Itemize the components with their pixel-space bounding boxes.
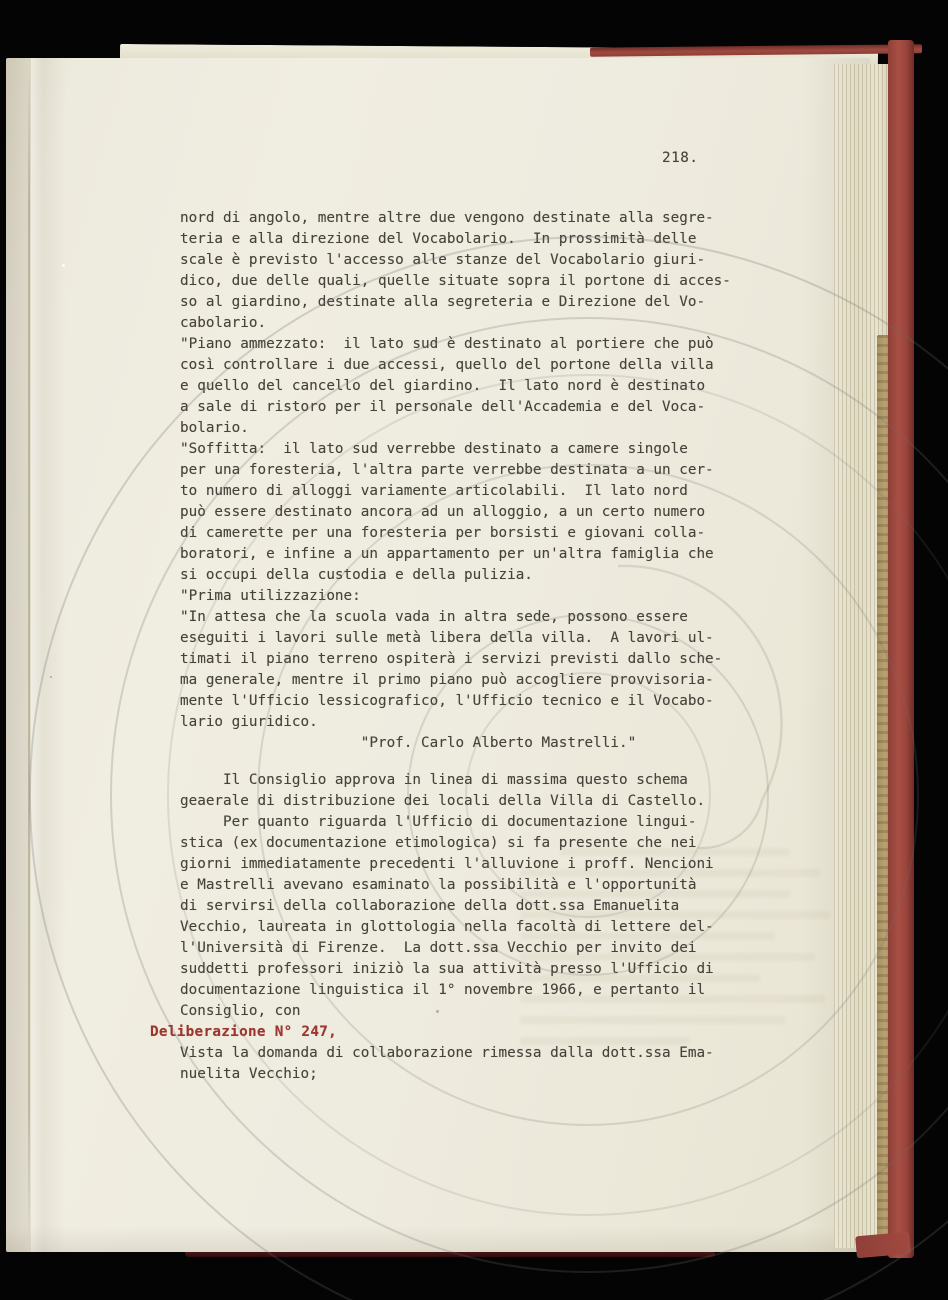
- text-line: cabolario.: [180, 315, 267, 331]
- text-line: bolario.: [180, 420, 249, 436]
- text-line: documentazione linguistica il 1° novembre 1966, e pertanto il: [180, 982, 706, 998]
- text-line: boratori, e infine a un appartamento per un'altra famiglia che: [180, 546, 714, 562]
- text-line: Vecchio, laureata in glottologia nella facoltà di lettere del-: [180, 919, 714, 935]
- text-line: di camerette per una foresteria per borsisti e giovani colla-: [180, 525, 706, 541]
- text-line: può essere destinato ancora ad un alloggio, a un certo numero: [180, 504, 706, 520]
- text-line: nuelita Vecchio;: [180, 1066, 318, 1082]
- text-line: di servirsi della collaborazione della dott.ssa Emanuelita: [180, 898, 680, 914]
- text-line: così controllare i due accessi, quello del portone della villa: [180, 357, 714, 373]
- paragraph-spacer: [150, 754, 800, 770]
- text-line: to numero di alloggi variamente articolabili. Il lato nord: [180, 483, 688, 499]
- bottom-edge-shading: [6, 1226, 870, 1252]
- text-line: l'Università di Firenze. La dott.ssa Vecchio per invito dei: [180, 940, 697, 956]
- text-line: suddetti professori iniziò la sua attività presso l'Ufficio di: [180, 961, 714, 977]
- text-line: "Prof. Carlo Alberto Mastrelli.": [180, 735, 637, 751]
- text-line: si occupi della custodia e della pulizia.: [180, 567, 533, 583]
- page-number: 218.: [662, 150, 699, 166]
- text-line: geaerale di distribuzione dei locali della Villa di Castello.: [180, 793, 706, 809]
- text-line: a sale di ristoro per il personale dell'Accademia e del Voca-: [180, 399, 706, 415]
- text-line: "Soffitta: il lato sud verrebbe destinato a camere singole: [180, 441, 688, 457]
- scanned-page: [6, 58, 870, 1252]
- text-line: nord di angolo, mentre altre due vengono destinate alla segre-: [180, 210, 714, 226]
- text-line: stica (ex documentazione etimologica) si fa presente che nei: [180, 835, 697, 851]
- text-line: Consiglio, con: [180, 1003, 301, 1019]
- book-cover-bottom-right-corner: [855, 1232, 911, 1259]
- text-line: lario giuridico.: [180, 714, 318, 730]
- text-line: so al giardino, destinate alla segreteria e Direzione del Vo-: [180, 294, 706, 310]
- dust-speck: [50, 676, 52, 678]
- text-line: dico, due delle quali, quelle situate sopra il portone di acces-: [180, 273, 731, 289]
- text-line: teria e alla direzione del Vocabolario. In prossimità delle: [180, 231, 697, 247]
- text-line: Il Consiglio approva in linea di massima questo schema: [180, 772, 688, 788]
- text-line: ma generale, mentre il primo piano può accogliere provvisoria-: [180, 672, 714, 688]
- text-line: mente l'Ufficio lessicografico, l'Ufficio tecnico e il Vocabo-: [180, 693, 714, 709]
- text-line: Vista la domanda di collaborazione rimessa dalla dott.ssa Ema-: [180, 1045, 714, 1061]
- text-line: per una foresteria, l'altra parte verrebbe destinata a un cer-: [180, 462, 714, 478]
- book-cover-right-edge: [888, 40, 914, 1258]
- text-line: scale è previsto l'accesso alle stanze del Vocabolario giuri-: [180, 252, 706, 268]
- text-line: giorni immediatamente precedenti l'alluvione i proff. Nencioni: [180, 856, 714, 872]
- text-line: "In attesa che la scuola vada in altra sede, possono essere: [180, 609, 688, 625]
- text-line: timati il piano terreno ospiterà i servizi previsti dallo sche-: [180, 651, 723, 667]
- dust-speck: [62, 264, 65, 267]
- text-line: "Prima utilizzazione:: [180, 588, 361, 604]
- gutter-crease-line: [28, 66, 30, 1246]
- red-heading-line: Deliberazione N° 247,: [150, 1024, 338, 1040]
- text-line: e Mastrelli avevano esaminato la possibilità e l'opportunità: [180, 877, 697, 893]
- dust-speck: [436, 1010, 439, 1013]
- text-line: "Piano ammezzato: il lato sud è destinato al portiere che può: [180, 336, 714, 352]
- text-line: eseguiti i lavori sulle metà libera della villa. A lavori ul-: [180, 630, 714, 646]
- gutter-highlight: [31, 58, 43, 1252]
- text-line: Per quanto riguarda l'Ufficio di documentazione lingui-: [180, 814, 697, 830]
- typewritten-text: [150, 208, 800, 1085]
- text-line: e quello del cancello del giardino. Il lato nord è destinato: [180, 378, 706, 394]
